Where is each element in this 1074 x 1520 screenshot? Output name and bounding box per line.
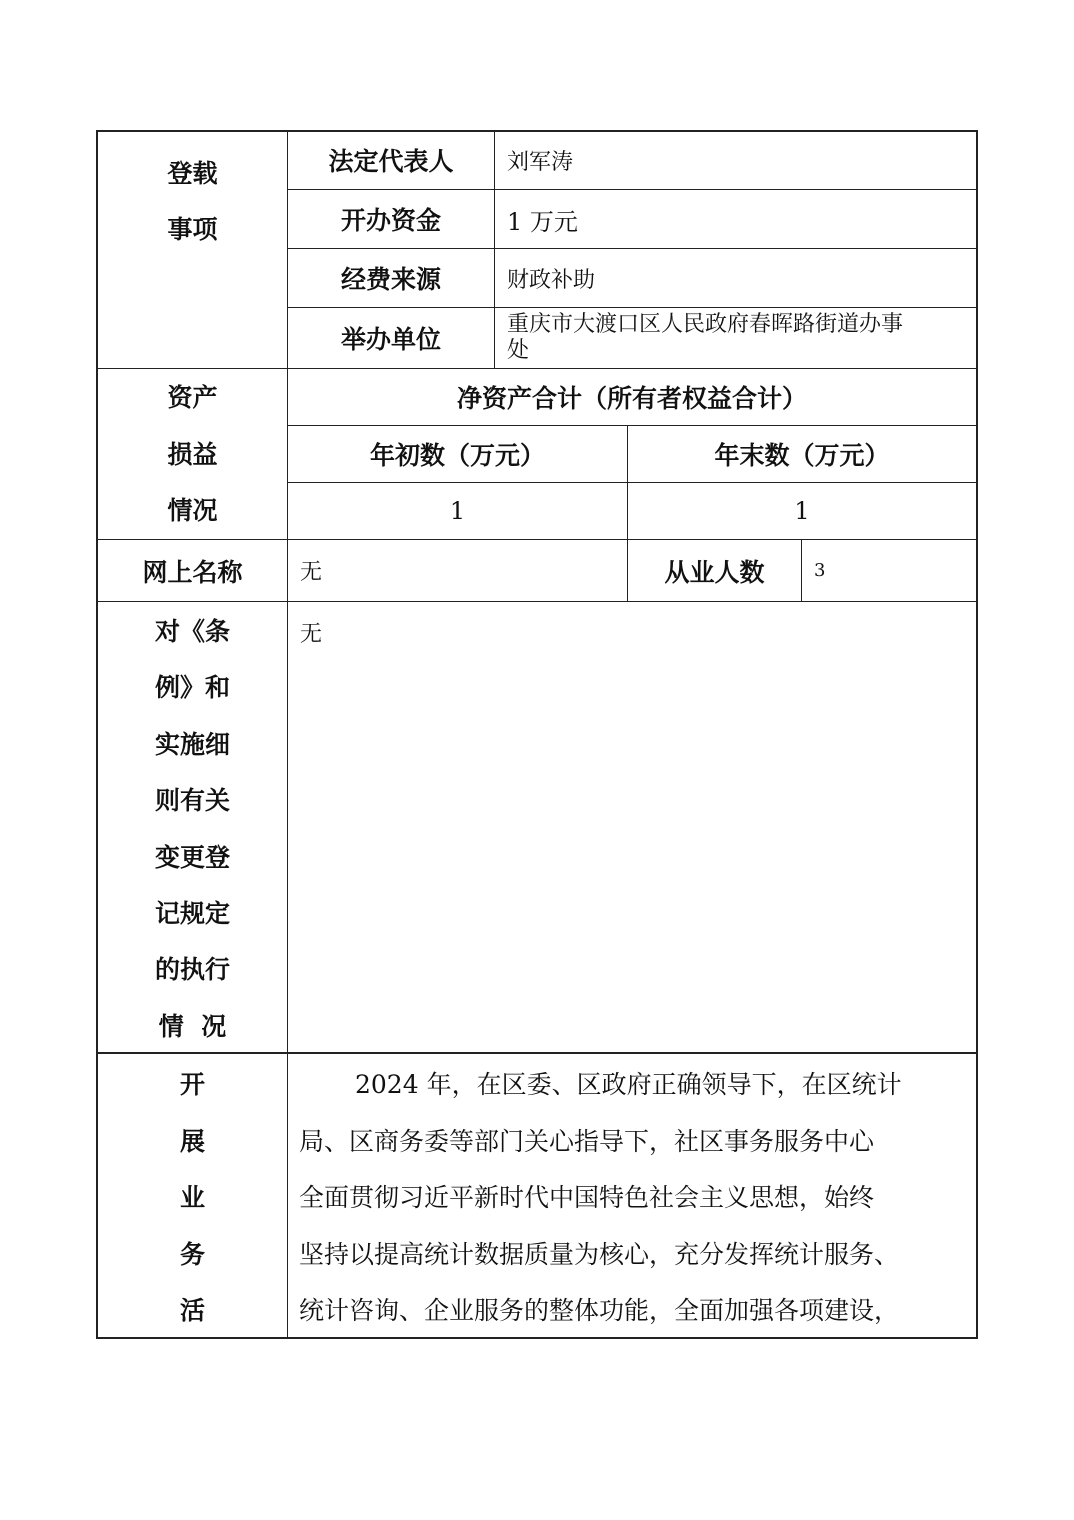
capital-label: 开办资金	[340, 206, 441, 235]
paragraph-line: 局、区商务委等部门关心指导下，社区事务服务中心	[299, 1126, 875, 1156]
activities-paragraph	[288, 1054, 976, 1337]
paragraph-line: 全面贯彻习近平新时代中国特色社会主义思想，始终	[299, 1183, 875, 1213]
regulation-label-line: 变更登	[154, 842, 230, 872]
net-assets-header: 净资产合计（所有者权益合计）	[456, 384, 807, 413]
registration-label-line: 登载	[167, 159, 218, 188]
sponsor-label: 举办单位	[340, 325, 441, 354]
legal-rep-value: 刘军涛	[507, 149, 574, 175]
sponsor-value-line: 重庆市大渡口区人民政府春晖路街道办事	[507, 312, 904, 337]
activities-label-line: 业	[179, 1183, 205, 1213]
assets-label-line: 资产	[167, 383, 218, 412]
assets-section-label	[98, 369, 287, 539]
activities-label-line: 务	[179, 1239, 205, 1269]
staff-count-label: 从业人数	[664, 557, 765, 587]
activities-label-line: 展	[179, 1126, 205, 1156]
assets-label-line: 损益	[167, 439, 218, 469]
regulation-label-line: 情 况	[158, 1011, 227, 1041]
activities-label-line: 开	[179, 1070, 205, 1099]
capital-value: 1 万元	[507, 207, 578, 236]
funding-label: 经费来源	[340, 265, 441, 294]
paragraph-line: 坚持以提高统计数据质量为核心，充分发挥统计服务、	[299, 1239, 900, 1269]
paragraph-line: 2024 年，在区委、区政府正确领导下，在区统计	[355, 1070, 902, 1099]
legal-rep-label: 法定代表人	[328, 147, 454, 176]
outer-border-right	[976, 130, 978, 1339]
registration-label-line: 事项	[167, 215, 218, 244]
end-year-header: 年末数（万元）	[714, 441, 890, 470]
online-name-label: 网上名称	[142, 557, 243, 587]
regulation-label-line: 实施细	[154, 729, 230, 759]
funding-value: 财政补助	[507, 267, 596, 293]
regulation-label-line: 则有关	[154, 786, 230, 816]
regulation-label-line: 例》和	[154, 673, 230, 703]
registration-section-label	[98, 132, 287, 368]
activities-label-line: 活	[179, 1296, 205, 1326]
sponsor-value-line: 处	[507, 338, 530, 363]
regulation-label-line: 记规定	[154, 899, 230, 929]
regulation-value: 无	[300, 621, 323, 647]
begin-year-value: 1	[449, 497, 466, 525]
regulation-label-line: 的执行	[154, 955, 230, 985]
sponsor-value	[495, 308, 976, 368]
online-name-value: 无	[300, 560, 323, 585]
staff-count-value: 3	[814, 560, 826, 581]
begin-year-header: 年初数（万元）	[369, 441, 545, 470]
activities-label	[98, 1054, 287, 1337]
paragraph-line: 统计咨询、企业服务的整体功能，全面加强各项建设，	[299, 1296, 900, 1326]
end-year-value: 1	[794, 497, 810, 525]
regulation-label-line: 对《条	[154, 617, 230, 646]
regulation-label	[98, 602, 287, 1052]
assets-label-line: 情况	[167, 496, 218, 526]
